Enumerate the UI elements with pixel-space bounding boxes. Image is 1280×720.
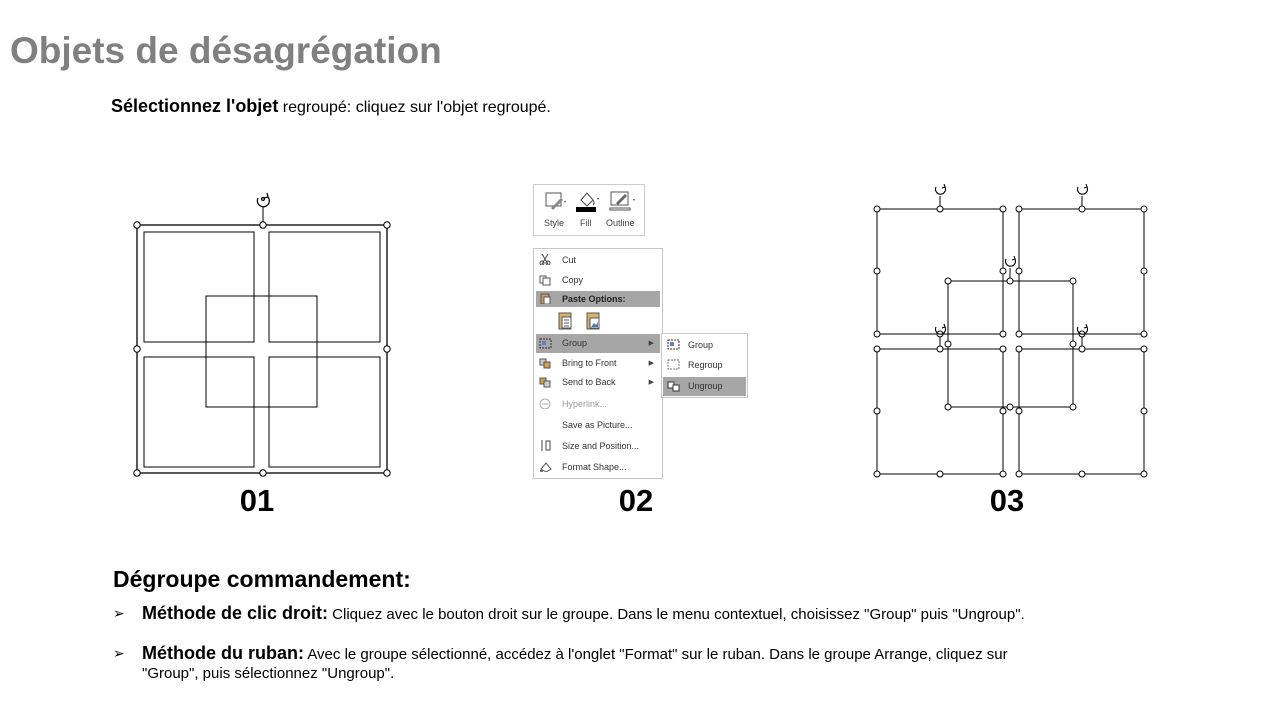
method-title: Méthode du ruban: <box>142 643 304 663</box>
menu-item-format-shape[interactable]: Format Shape... <box>562 462 627 472</box>
menu-item-group[interactable]: Group <box>562 338 588 348</box>
intro-text <box>111 96 551 117</box>
group-submenu <box>661 333 748 398</box>
bullet-arrow-icon: ➢ <box>113 645 125 661</box>
send-to-back-icon <box>539 377 552 388</box>
submenu-item-ungroup[interactable]: Ungroup <box>688 381 723 391</box>
submenu-arrow-icon: ▶ <box>648 360 654 367</box>
figure-label-01: 01 <box>239 483 275 518</box>
menu-item-hyperlink: Hyperlink... <box>562 399 608 409</box>
size-position-icon <box>539 440 552 451</box>
intro-bold: Sélectionnez l'objet <box>111 96 279 116</box>
menu-item-paste-options: Paste Options: <box>562 294 626 304</box>
ungroup-icon <box>667 381 680 392</box>
paste-icon <box>539 293 552 304</box>
intro-rest: regroupé: cliquez sur l'objet regroupé. <box>278 99 551 116</box>
style-button[interactable]: Style <box>544 218 565 228</box>
context-menu <box>533 248 663 479</box>
rotate-handle-icon <box>936 184 1088 334</box>
menu-item-bring-to-front[interactable]: Bring to Front <box>562 358 617 368</box>
menu-item-send-to-back[interactable]: Send to Back <box>562 377 616 387</box>
submenu-item-regroup[interactable]: Regroup <box>688 360 723 370</box>
method-right-click <box>113 604 1048 624</box>
copy-icon <box>539 275 552 286</box>
format-shape-icon <box>539 461 552 472</box>
group-icon <box>667 339 680 350</box>
figure-label-03: 03 <box>989 483 1025 518</box>
rotate-handle-icon <box>257 193 269 207</box>
group-icon <box>539 338 552 349</box>
submenu-arrow-icon: ▶ <box>648 379 654 386</box>
paste-picture-icon[interactable] <box>584 311 604 331</box>
method-text: Cliquez avec le bouton droit sur le groupe. Dans le menu contextuel, choisissez "Group" puis "Ungroup". <box>328 606 1025 623</box>
figure-label-02: 02 <box>618 483 654 518</box>
scissors-icon <box>539 254 552 265</box>
shape-style-icon[interactable] <box>543 190 569 214</box>
menu-item-save-as-picture[interactable]: Save as Picture... <box>562 420 633 430</box>
grouped-object-figure[interactable] <box>120 185 410 485</box>
submenu-arrow-icon: ▶ <box>648 340 654 347</box>
section-title: Dégroupe commandement: <box>113 566 411 592</box>
ungrouped-objects-figure[interactable] <box>860 180 1160 485</box>
method-title: Méthode de clic droit: <box>142 603 329 623</box>
regroup-icon <box>667 359 680 370</box>
shape-fill-icon[interactable] <box>575 188 601 214</box>
menu-highlight-group <box>536 334 660 353</box>
fill-button[interactable]: Fill <box>580 218 592 228</box>
menu-item-size-and-position[interactable]: Size and Position... <box>562 441 640 451</box>
bullet-arrow-icon: ➢ <box>113 605 125 621</box>
shape-outline-icon[interactable] <box>608 189 638 213</box>
page-title: Objets de désagrégation <box>10 30 442 71</box>
format-ribbon <box>533 184 645 236</box>
menu-item-cut[interactable]: Cut <box>562 255 577 265</box>
method-ribbon <box>113 644 1048 683</box>
submenu-item-group[interactable]: Group <box>688 340 714 350</box>
hyperlink-icon <box>539 398 552 409</box>
menu-item-copy[interactable]: Copy <box>562 275 584 285</box>
method-text: Avec le groupe sélectionné, accédez à l'onglet "Format" sur le ruban. Dans le groupe Arrange, cliquez sur "Group", puis sélectionnez "Ungroup". <box>142 646 1008 682</box>
outline-button[interactable]: Outline <box>606 218 635 228</box>
bring-to-front-icon <box>539 358 552 369</box>
paste-keep-formatting-icon[interactable] <box>556 311 576 331</box>
